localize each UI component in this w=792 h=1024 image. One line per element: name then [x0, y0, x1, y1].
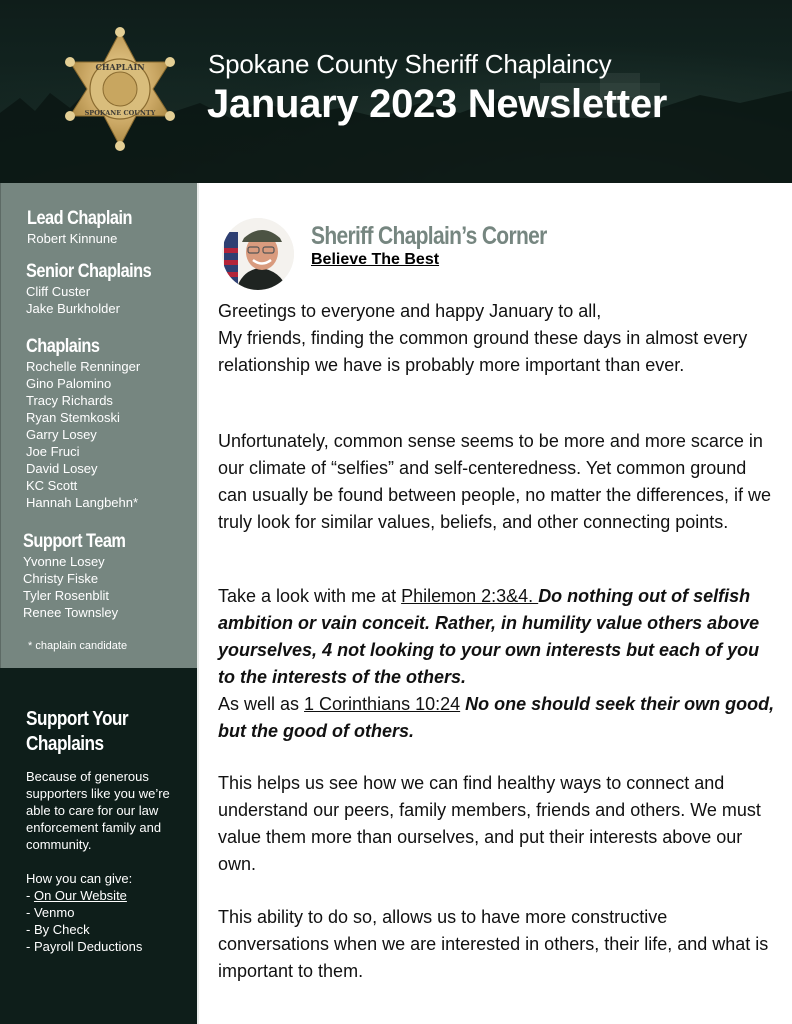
- paragraph-scripture: Take a look with me at Philemon 2:3&4. Do nothing out of selfish ambition or vain conceit. Rather, in humility value others above yourselves, 4 not looking to your own interests but each of you to the interests of the others. As well as 1 Corinthians 10:24 No one should seek their own good, but the good of others.: [218, 586, 775, 741]
- group-support-team: [23, 531, 142, 621]
- staff-name: Tyler Rosenblit: [23, 588, 109, 603]
- sheriff-star-badge-icon: [58, 24, 182, 154]
- corinthians-verse: No one should seek their own good, but the good of others.: [218, 694, 775, 741]
- group-lead-chaplain: [27, 208, 149, 247]
- paragraph-greeting: Greetings to everyone and happy January to all, My friends, finding the common ground these days in almost every relationship we have is probably more important than ever.: [218, 301, 748, 375]
- group-heading: Chaplains: [26, 336, 100, 357]
- staff-name: Hannah Langbehn*: [26, 495, 139, 510]
- support-section: [26, 707, 186, 955]
- org-title: Spokane County Sheriff Chaplaincy: [208, 49, 612, 79]
- staff-name: Yvonne Losey: [23, 554, 105, 569]
- staff-name: Renee Townsley: [23, 605, 119, 620]
- staff-name: Cliff Custer: [26, 284, 91, 299]
- philemon-link[interactable]: Philemon 2:3&4.: [401, 586, 539, 606]
- group-chaplains: [26, 336, 140, 511]
- support-heading-line2: Chaplains: [26, 733, 104, 755]
- staff-name: KC Scott: [26, 478, 78, 493]
- website-link[interactable]: On Our Website: [33, 888, 127, 903]
- svg-text:CHAPLAIN: CHAPLAIN: [95, 62, 145, 72]
- newsletter-title: January 2023 Newsletter: [207, 82, 668, 126]
- sidebar-divider: [197, 183, 199, 1024]
- paragraph-healthy-ways: This helps us see how we can find healthy ways to connect and understand our peers, family members, friends and others. We must value them more than ourselves, and put their interests above our own.: [218, 773, 761, 874]
- support-description: Because of generous supporters like you we’re able to care for our law enforcement family and community.: [26, 769, 170, 852]
- corinthians-link[interactable]: 1 Corinthians 10:24: [304, 694, 461, 714]
- group-senior-chaplains: [26, 261, 172, 317]
- give-option-website: - On Our Website: [26, 888, 127, 903]
- chaplain-avatar: [222, 218, 294, 290]
- svg-text:SPOKANE COUNTY: SPOKANE COUNTY: [84, 109, 156, 117]
- staff-name: Jake Burkholder: [26, 301, 120, 316]
- give-intro: How you can give:: [26, 871, 133, 886]
- group-heading: Senior Chaplains: [26, 261, 152, 282]
- staff-name: Gino Palomino: [26, 376, 112, 391]
- staff-name: David Losey: [26, 461, 98, 476]
- staff-name: Ryan Stemkoski: [26, 410, 120, 425]
- staff-name: Rochelle Renninger: [26, 359, 141, 374]
- give-option-payroll: - Payroll Deductions: [26, 939, 143, 954]
- staff-name: Garry Losey: [26, 427, 97, 442]
- candidate-footnote: * chaplain candidate: [28, 640, 128, 652]
- staff-name: Joe Fruci: [26, 444, 80, 459]
- support-heading-line1: Support Your: [26, 708, 129, 730]
- give-option-check: - By Check: [26, 922, 90, 937]
- philemon-verse: Do nothing out of selfish ambition or vain conceit. Rather, in humility value others above yourselves, 4 not looking to your own interests but each of you to the interests of the others.: [218, 586, 760, 687]
- staff-name: Robert Kinnune: [27, 231, 118, 246]
- group-heading: Lead Chaplain: [27, 208, 132, 229]
- group-heading: Support Team: [23, 531, 126, 552]
- paragraph-common-sense: Unfortunately, common sense seems to be more and more scarce in our climate of “selfies” and self-centeredness. Yet common ground can usually be found between people, no matter the differences, if we truly look for similar values, beliefs, and other connecting points.: [218, 431, 772, 532]
- article-subtitle: Believe The Best: [311, 251, 440, 268]
- paragraph-conversations: This ability to do so, allows us to have more constructive conversations when we are interested in others, their life, and what is important to them.: [218, 907, 769, 981]
- section-title: Sheriff Chaplain’s Corner: [311, 222, 547, 250]
- chaplain-portrait-image: [222, 218, 294, 290]
- staff-name: Tracy Richards: [26, 393, 113, 408]
- give-option-venmo: - Venmo: [26, 905, 75, 920]
- staff-name: Christy Fiske: [23, 571, 99, 586]
- newsletter-header: [0, 0, 792, 183]
